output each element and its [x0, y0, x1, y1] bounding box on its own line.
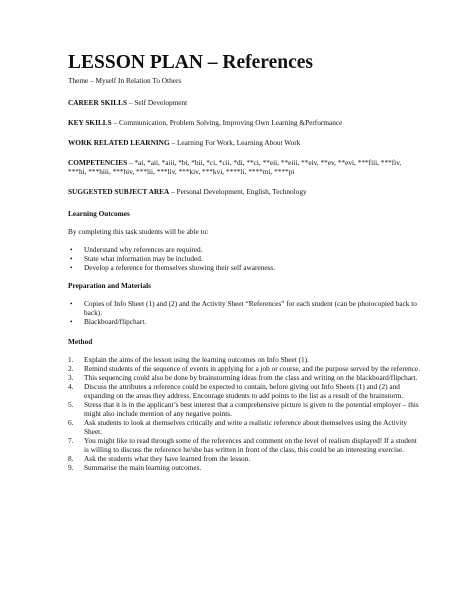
list-item: [68, 463, 420, 472]
learning-outcomes-heading: Learning Outcomes: [68, 209, 130, 218]
method-heading: Method: [68, 337, 93, 346]
document-page: [68, 52, 420, 472]
item-text: Discuss the attributes a reference could be expected to contain, before giving out Info Sheets (1) and (2) and expanding on the areas they address. Encourage students to add points to the list as a result of the brainstorm.: [84, 382, 404, 400]
list-item: • Understand why references are required.: [68, 245, 420, 254]
list-item: [68, 373, 420, 382]
item-text: Explain the aims of the lesson using the learning outcomes on Info Sheet (1).: [84, 355, 309, 364]
suggested-subject-area: [68, 187, 420, 196]
career-skills: [68, 98, 420, 107]
list-item: [68, 355, 420, 364]
work-related-learning: [68, 138, 420, 147]
work-related-label: WORK RELATED LEARNING: [68, 138, 170, 147]
item-number: 9.: [68, 463, 74, 472]
list-item: [68, 382, 420, 400]
item-number: 8.: [68, 454, 74, 463]
list-item: • State what information may be included.: [68, 254, 420, 263]
list-item: • Copies of Info Sheet (1) and (2) and the Activity Sheet “References” for each student (can be photocopied back to back).: [68, 299, 420, 317]
item-text: Remind students of the sequence of events in applying for a job or course, and the purpose served by the reference.: [84, 364, 420, 373]
list-item: [68, 436, 420, 454]
item-number: 7.: [68, 436, 74, 445]
list-item: • Develop a reference for themselves showing their self awareness.: [68, 263, 420, 272]
competencies-text: – *ai, *aii, *aiii, *bi, *bii, *ci, *cii, *di, **ci, **eii, **eiii, **eiv, **ev, **evi, ***fiii, ***fiv, ***hi, ***hiii, ***hiv, ***lii, ***liv, ***kiv, ***kvi, ****li, ****mi, ****pi: [68, 158, 402, 176]
item-number: 6.: [68, 418, 74, 427]
competencies: [68, 158, 420, 176]
item-text: Ask students to look at themselves critically and write a realistic reference about themselves using the Activity Sheet.: [84, 418, 407, 436]
item-text: This sequencing could also be done by brainstorming ideas from the class and writing on the blackboard/flipchart.: [84, 373, 418, 382]
learning-outcomes-list: [68, 245, 420, 272]
item-text: You might like to read through some of the references and comment on the level of realism displayed! If a student is willing to discuss the reference he/she has written in front of the class, this could be an interesting exercise.: [84, 436, 417, 454]
key-skills-text: – Communication, Problem Solving, Improving Own Learning &Performance: [111, 118, 343, 127]
item-number: 5.: [68, 400, 74, 409]
list-item: [68, 400, 420, 418]
list-item: [68, 418, 420, 436]
list-item: • Blackboard/flipchart.: [68, 317, 420, 326]
preparation-list: [68, 299, 420, 326]
subject-area-label: SUGGESTED SUBJECT AREA: [68, 187, 170, 196]
key-skills-label: KEY SKILLS: [68, 118, 112, 127]
subject-area-text: – Personal Development, English, Technology: [169, 187, 307, 196]
method-list: [68, 355, 420, 472]
work-related-text: – Learning For Work, Learning About Work: [169, 138, 301, 147]
competencies-label: COMPETENCIES: [68, 158, 128, 167]
theme-line: Theme – Myself In Relation To Others: [68, 76, 182, 85]
item-number: 1.: [68, 355, 74, 364]
career-skills-label: CAREER SKILLS: [68, 98, 128, 107]
item-text: Ask the students what they have learned from the lesson.: [84, 454, 251, 463]
item-number: 4.: [68, 382, 74, 391]
item-text: Stress that it is in the applicant’s best interest that a comprehensive picture is given to the potential employer – this might also include mention of any negative points.: [84, 400, 419, 418]
career-skills-text: – Self Development: [127, 98, 188, 107]
preparation-heading: Preparation and Materials: [68, 281, 151, 290]
item-number: 2.: [68, 364, 74, 373]
key-skills: [68, 118, 420, 127]
item-number: 3.: [68, 373, 74, 382]
list-item: [68, 364, 420, 373]
list-item: [68, 454, 420, 463]
item-text: Summarise the main learning outcomes.: [84, 463, 202, 472]
page-title: LESSON PLAN – References: [68, 52, 313, 73]
learning-outcomes-intro: By completing this task students will be able to:: [68, 227, 209, 236]
